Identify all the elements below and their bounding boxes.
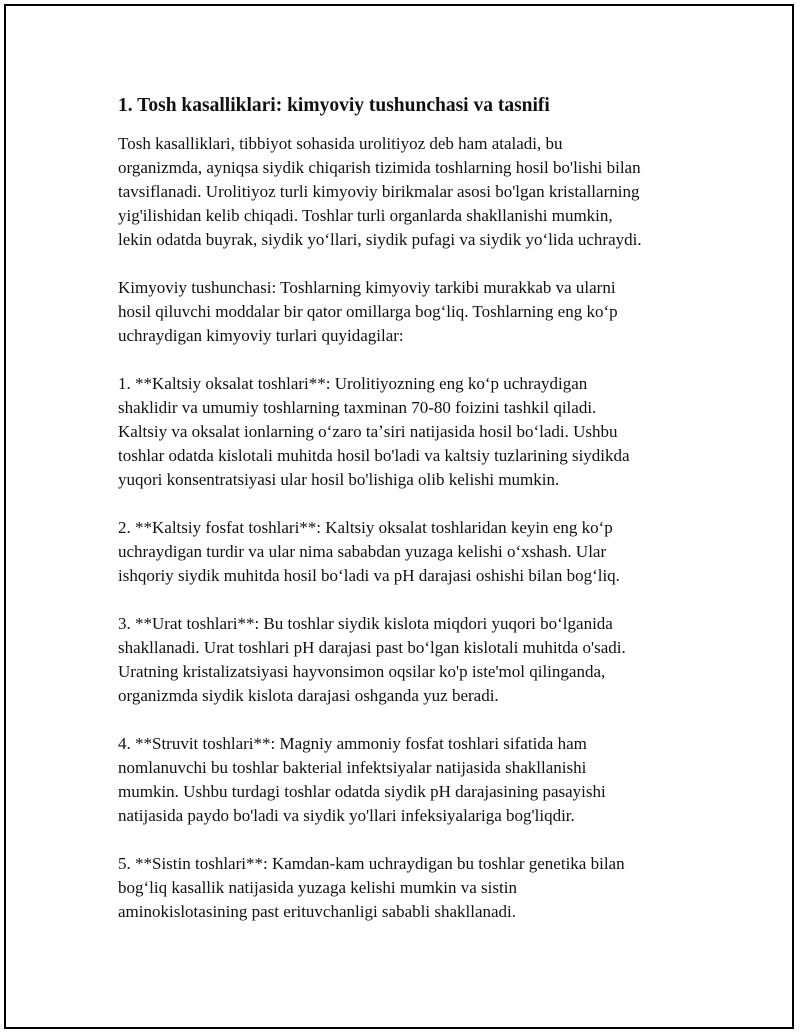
text-line: yig'ilishidan kelib chiqadi. Toshlar turli organlarda shakllanishi mumkin, [118,206,613,225]
text-line: 3. **Urat toshlari**: Bu toshlar siydik kislota miqdori yuqori boʻlganida [118,614,613,633]
paragraph [118,276,698,348]
text-line: organizmda siydik kislota darajasi oshganda yuz beradi. [118,686,499,705]
text-line: uchraydigan kimyoviy turlari quyidagilar: [118,326,404,345]
text-line: shaklidir va umumiy toshlarning taxminan 70-80 foizini tashkil qiladi. [118,398,597,417]
text-line: Kaltsiy va oksalat ionlarning oʻzaro taʼsiri natijasida hosil boʻladi. Ushbu [118,422,618,441]
text-line: Uratning kristalizatsiyasi hayvonsimon oqsilar ko'p iste'mol qilinganda, [118,662,606,681]
paragraph [118,132,698,252]
paragraph [118,516,698,588]
text-line: organizmda, ayniqsa siydik chiqarish tizimida toshlarning hosil bo'lishi bilan [118,158,641,177]
text-line: natijasida paydo bo'ladi va siydik yo'llari infeksiyalariga bog'liqdir. [118,806,575,825]
text-line: aminokislotasining past erituvchanligi sababli shakllanadi. [118,902,517,921]
document-title: 1. Tosh kasalliklari: kimyoviy tushunchasi va tasnifi [118,95,550,116]
text-line: 5. **Sistin toshlari**: Kamdan-kam uchraydigan bu toshlar genetika bilan [118,854,625,873]
text-line: ishqoriy siydik muhitda hosil boʻladi va pH darajasi oshishi bilan bogʻliq. [118,566,620,585]
paragraph [118,372,698,492]
text-line: 4. **Struvit toshlari**: Magniy ammoniy fosfat toshlari sifatida ham [118,734,587,753]
text-line: Tosh kasalliklari, tibbiyot sohasida urolitiyoz deb ham ataladi, bu [118,134,563,153]
text-line: Kimyoviy tushunchasi: Toshlarning kimyoviy tarkibi murakkab va ularni [118,278,616,297]
paragraph-list [118,132,698,924]
text-line: hosil qiluvchi moddalar bir qator omillarga bogʻliq. Toshlarning eng koʻp [118,302,618,321]
text-line: bogʻliq kasallik natijasida yuzaga kelishi mumkin va sistin [118,878,517,897]
text-line: uchraydigan turdir va ular nima sababdan yuzaga kelishi oʻxshash. Ular [118,542,607,561]
text-line: 2. **Kaltsiy fosfat toshlari**: Kaltsiy oksalat toshlaridan keyin eng koʻp [118,518,613,537]
text-line: mumkin. Ushbu turdagi toshlar odatda siydik pH darajasining pasayishi [118,782,606,801]
text-line: 1. **Kaltsiy oksalat toshlari**: Urolitiyozning eng koʻp uchraydigan [118,374,588,393]
text-line: lekin odatda buyrak, siydik yoʻllari, siydik pufagi va siydik yoʻlida uchraydi. [118,230,642,249]
paragraph [118,732,698,828]
text-line: yuqori konsentratsiyasi ular hosil bo'lishiga olib kelishi mumkin. [118,470,560,489]
text-line: tavsiflanadi. Urolitiyoz turli kimyoviy birikmalar asosi bo'lgan kristallarning [118,182,640,201]
text-line: shakllanadi. Urat toshlari pH darajasi past boʻlgan kislotali muhitda o'sadi. [118,638,626,657]
text-line: toshlar odatda kislotali muhitda hosil bo'ladi va kaltsiy tuzlarining siydikda [118,446,630,465]
paragraph [118,612,698,708]
paragraph [118,852,698,924]
text-line: nomlanuvchi bu toshlar bakterial infektsiyalar natijasida shakllanishi [118,758,587,777]
document-body [118,94,698,948]
